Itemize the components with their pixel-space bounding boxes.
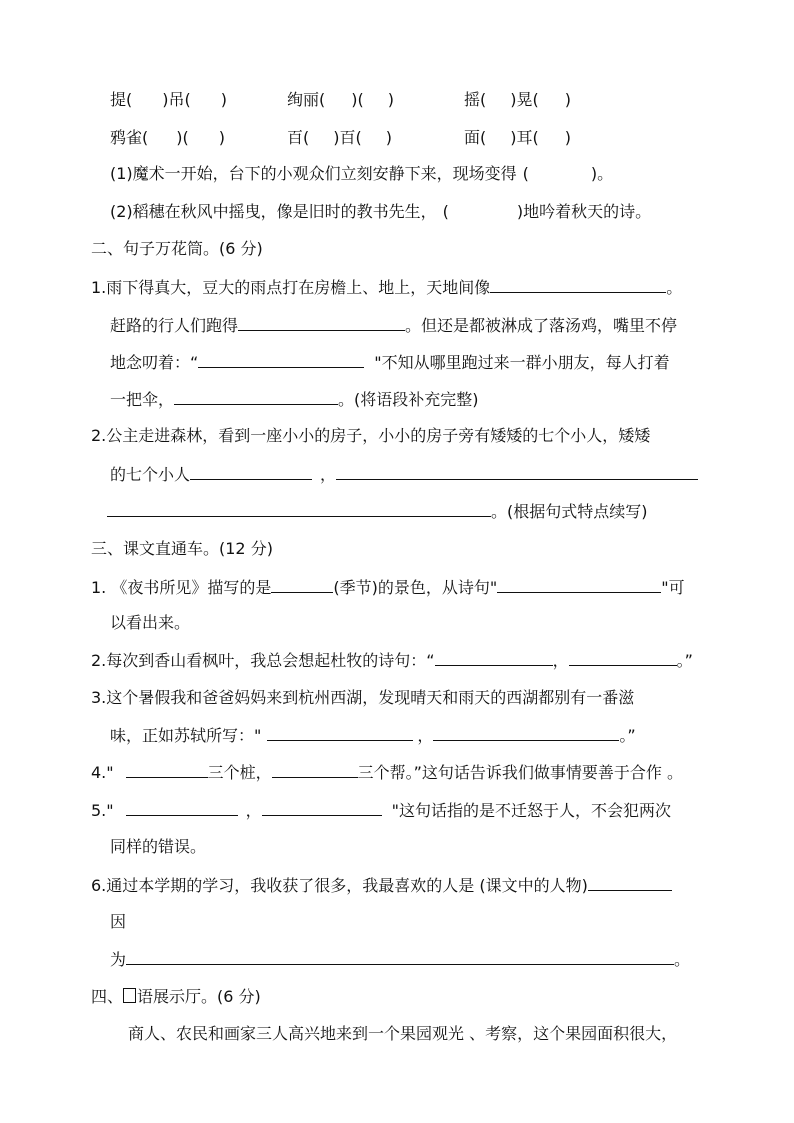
answer-blank[interactable] (126, 799, 238, 816)
word-5b: )百( (333, 128, 362, 147)
word-2b: )( (351, 90, 364, 109)
s3-item5-text: "这句话指的是不迁怒于人，不会犯两次 (391, 801, 672, 820)
s2-item1-text: 赶路的行人们跑得 (110, 316, 239, 335)
section-4-heading (91, 986, 261, 1008)
fill-sentence-2 (110, 201, 651, 223)
s3-item1-line1 (91, 576, 685, 598)
word-2a: 绚丽( (287, 90, 326, 109)
answer-blank[interactable] (126, 948, 674, 965)
word-2c: ) (387, 90, 394, 109)
word-6b: )耳( (510, 128, 539, 147)
answer-blank[interactable] (272, 761, 358, 778)
word-3b: )晃( (510, 90, 539, 109)
punct: ， (552, 651, 569, 670)
word-3c: ) (564, 90, 571, 109)
answer-blank[interactable] (497, 576, 661, 593)
answer-blank[interactable] (190, 463, 312, 480)
word-1c: ) (220, 90, 227, 109)
s3-item6-text: 6.通过本学期的学习，我收获了很多，我最喜欢的人是 (课文中的人物) (91, 876, 588, 895)
s2-item1-line2 (110, 314, 677, 336)
punct: 。 (674, 950, 691, 969)
s2-item2-line1: 2.公主走进森林，看到一座小小的房子，小小的房子旁有矮矮的七个小人，矮矮 (91, 426, 651, 445)
s3-item1-text: 1. 《夜书所见》描写的是 (91, 578, 272, 597)
section-4-number: 四、 (91, 987, 124, 1006)
s3-item2 (91, 649, 693, 671)
s2-item1-text: "不知从哪里跑过来一群小朋友，每人打着 (374, 353, 670, 372)
s3-item5-line2: 同样的错误。 (110, 837, 207, 856)
s2-item1-text: 地念叨着：“ (110, 353, 199, 372)
s3-item5-line1 (91, 799, 671, 821)
s2-item1-text: 一把伞， (110, 390, 175, 409)
punct: ， (320, 465, 337, 484)
punct: 。 (666, 278, 683, 297)
word-row-2 (110, 127, 225, 149)
s3-item2-text: 2.每次到香山看枫叶，我总会想起杜牧的诗句：“ (91, 651, 435, 670)
s3-item1-line2: 以看出来。 (110, 613, 191, 632)
s3-item6-line2: 因 (110, 912, 127, 931)
answer-blank[interactable] (433, 724, 619, 741)
word-4b: )( (176, 128, 189, 147)
word-3a: 摇( (464, 90, 487, 109)
answer-blank[interactable] (107, 500, 491, 517)
word-5a: 百( (287, 128, 310, 147)
s3-item4-text: 三个帮。”这句话告诉我们做事情要善于合作 。 (357, 763, 684, 782)
fill-sentence-1 (110, 163, 613, 185)
s2-item1-line3 (110, 351, 670, 373)
answer-blank[interactable] (490, 276, 666, 293)
s3-item4-text: 4." (91, 763, 114, 782)
s2-item1-line4 (110, 388, 479, 410)
s3-item3-text: 味，正如苏轼所写：" (110, 726, 262, 745)
paren-close: )。 (590, 164, 614, 183)
paren-open: ( (522, 164, 529, 183)
paren-open: ( (442, 202, 449, 221)
answer-blank[interactable] (588, 874, 672, 891)
word-4c: ) (218, 128, 225, 147)
section-2-heading: 二、句子万花筒。(6 分) (91, 239, 263, 258)
word-1a: 提( (110, 90, 133, 109)
s3-item4 (91, 761, 683, 783)
answer-blank[interactable] (126, 761, 208, 778)
word-4a: 鸦雀( (110, 128, 149, 147)
s2-item1-text: 。但还是都被淋成了落汤鸡，嘴里不停 (405, 316, 678, 335)
word-row-2-right (464, 127, 571, 149)
s3-item3-line2 (110, 724, 636, 746)
s3-item4-text: 三个桩， (207, 763, 272, 782)
answer-blank[interactable] (174, 388, 338, 405)
answer-blank[interactable] (271, 576, 333, 593)
section-4-paragraph: 商人、农民和画家三人高兴地来到一个果园观光 、考察，这个果园面积很大， (128, 1024, 678, 1043)
paren-close: )地吟着秋天的诗。 (516, 202, 652, 221)
word-1b: )吊( (162, 90, 191, 109)
answer-blank[interactable] (238, 314, 405, 331)
punct: 。” (619, 726, 636, 745)
s3-item6-line3 (110, 948, 690, 970)
punct: ， (245, 801, 262, 820)
s2-item1-text: 1.雨下得真大，豆大的雨点打在房檐上、地上，天地间像 (91, 278, 491, 297)
section-3-heading: 三、课文直通车。(12 分) (91, 539, 273, 558)
word-row-1-mid (287, 89, 394, 111)
word-row-2-mid (287, 127, 392, 149)
s3-item5-text: 5." (91, 801, 114, 820)
s3-item1-text: (季节)的景色，从诗句" (333, 578, 498, 597)
answer-blank[interactable] (267, 724, 413, 741)
word-6a: 面( (464, 128, 487, 147)
s3-item3-line1: 3.这个暑假我和爸爸妈妈来到杭州西湖，发现晴天和雨天的西湖都别有一番滋 (91, 688, 635, 707)
fill-sentence-1-text: (1)魔术一开始，台下的小观众们立刻安静下来，现场变得 (110, 164, 517, 183)
answer-blank[interactable] (569, 649, 677, 666)
s2-item2-line3 (107, 500, 648, 522)
s2-item1-line1 (91, 276, 682, 298)
s2-item1-text: 。(将语段补充完整) (338, 390, 479, 409)
s2-item2-text: 的七个小人 (110, 465, 191, 484)
s2-item2-line2 (110, 463, 698, 485)
word-5c: ) (385, 128, 392, 147)
s2-item2-text: 。(根据句式特点续写) (491, 502, 648, 521)
answer-blank[interactable] (336, 463, 698, 480)
word-row-1 (110, 89, 227, 111)
word-6c: ) (564, 128, 571, 147)
section-4-title: 语展示厅。(6 分) (137, 987, 261, 1006)
s3-item6-line1 (91, 874, 672, 896)
fill-sentence-2-text: (2)稻穗在秋风中摇曳，像是旧时的教书先生， (110, 202, 437, 221)
answer-blank[interactable] (198, 351, 364, 368)
answer-blank[interactable] (262, 799, 382, 816)
punct: ， (417, 726, 434, 745)
missing-character-box (123, 988, 136, 1003)
punct: 。” (676, 651, 693, 670)
s3-item1-text: "可 (661, 578, 685, 597)
word-row-1-right (464, 89, 571, 111)
answer-blank[interactable] (435, 649, 553, 666)
s3-item6-text: 为 (110, 950, 127, 969)
